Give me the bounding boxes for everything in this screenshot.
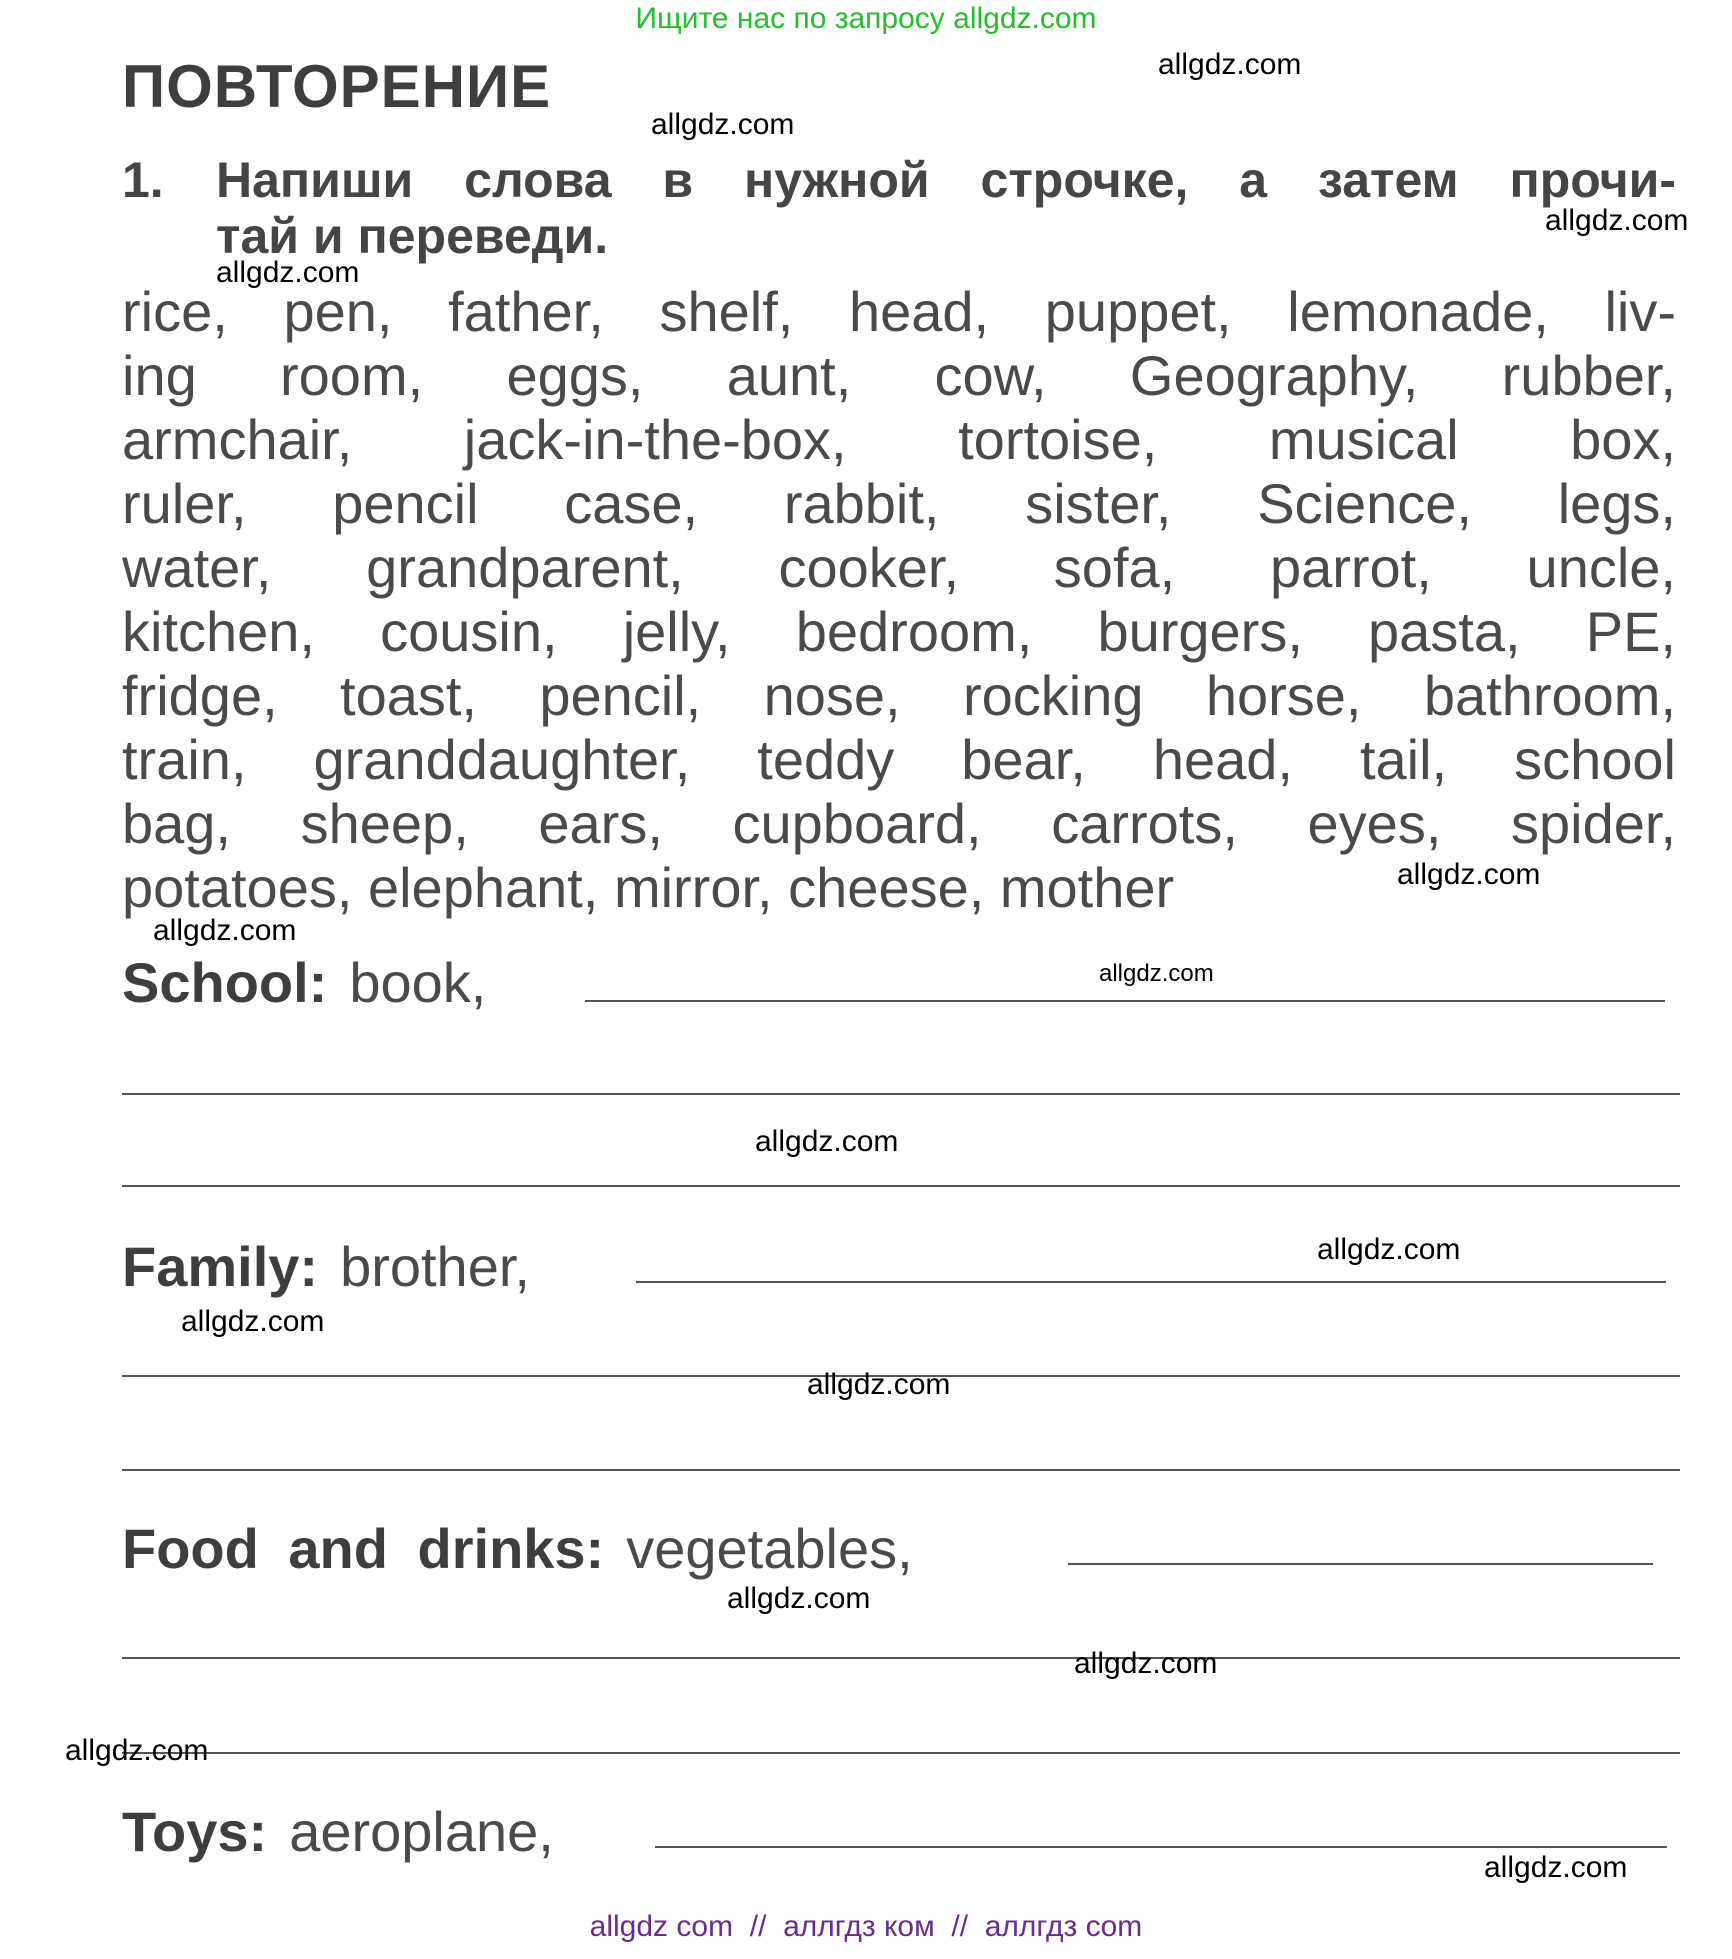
category-label: Food and drinks: bbox=[122, 1517, 605, 1580]
watermark: allgdz.com bbox=[807, 1368, 951, 1401]
bottom-banner: allgdz com // аллгдз ком // аллгдз com bbox=[589, 1910, 1143, 1943]
category-food-and-drinks bbox=[122, 1516, 913, 1581]
word-line: train, granddaughter, teddy bear, head, tail, school bbox=[122, 728, 1676, 791]
word-line: water, grandparent, cooker, sofa, parrot, uncle, bbox=[122, 536, 1676, 599]
answer-line[interactable] bbox=[636, 1281, 1666, 1283]
watermark: allgdz.com bbox=[1074, 1647, 1218, 1680]
word-line: rice, pen, father, shelf, head, puppet, lemonade, liv- bbox=[122, 280, 1676, 343]
watermark: allgdz.com bbox=[1545, 204, 1689, 237]
category-family bbox=[122, 1234, 530, 1299]
answer-line[interactable] bbox=[122, 1469, 1680, 1471]
category-example: aeroplane, bbox=[289, 1800, 554, 1863]
task-line-2: тай и переведи. bbox=[216, 208, 609, 264]
category-example: brother, bbox=[340, 1235, 530, 1298]
watermark: allgdz.com bbox=[727, 1582, 871, 1615]
watermark: allgdz.com bbox=[153, 914, 297, 947]
category-label: Family: bbox=[122, 1235, 319, 1298]
word-line: ing room, eggs, aunt, cow, Geography, rubber, bbox=[122, 344, 1676, 407]
task-number: 1. bbox=[122, 152, 164, 208]
watermark: allgdz.com bbox=[216, 256, 360, 289]
answer-line[interactable] bbox=[122, 1185, 1680, 1187]
task-line-1: Напиши слова в нужной строчке, а затем прочи- bbox=[216, 152, 1676, 208]
watermark: allgdz.com bbox=[755, 1125, 899, 1158]
watermark: allgdz.com bbox=[651, 108, 795, 141]
answer-line[interactable] bbox=[122, 1093, 1680, 1095]
watermark: allgdz.com bbox=[1397, 858, 1541, 891]
category-label: School: bbox=[122, 951, 328, 1014]
section-heading: ПОВТОРЕНИЕ bbox=[122, 53, 552, 120]
word-line: fridge, toast, pencil, nose, rocking horse, bathroom, bbox=[122, 664, 1676, 727]
watermark: allgdz.com bbox=[1158, 48, 1302, 81]
word-list bbox=[122, 280, 1676, 920]
watermark: allgdz.com bbox=[181, 1305, 325, 1338]
category-example: book, bbox=[349, 951, 487, 1014]
answer-line[interactable] bbox=[122, 1657, 1680, 1659]
category-example: vegetables, bbox=[626, 1517, 913, 1580]
category-toys bbox=[122, 1799, 554, 1864]
watermark: allgdz.com bbox=[65, 1734, 209, 1767]
word-line: ruler, pencil case, rabbit, sister, Science, legs, bbox=[122, 472, 1676, 535]
watermark: allgdz.com bbox=[1484, 1851, 1628, 1884]
answer-line[interactable] bbox=[122, 1752, 1680, 1754]
watermark: allgdz.com bbox=[1099, 960, 1214, 987]
answer-line[interactable] bbox=[1068, 1563, 1653, 1565]
category-label: Toys: bbox=[122, 1800, 268, 1863]
watermark: allgdz.com bbox=[1317, 1233, 1461, 1266]
top-banner: Ищите нас по запросу allgdz.com bbox=[635, 2, 1097, 35]
answer-line[interactable] bbox=[655, 1846, 1667, 1848]
task-instruction bbox=[122, 152, 1676, 264]
word-line: potatoes, elephant, mirror, cheese, mother bbox=[122, 856, 1175, 919]
word-line: kitchen, cousin, jelly, bedroom, burgers, pasta, PE, bbox=[122, 600, 1676, 663]
answer-line[interactable] bbox=[585, 1000, 1665, 1002]
word-line: armchair, jack-in-the-box, tortoise, musical box, bbox=[122, 408, 1676, 471]
word-line: bag, sheep, ears, cupboard, carrots, eyes, spider, bbox=[122, 792, 1676, 855]
category-school bbox=[122, 950, 486, 1015]
